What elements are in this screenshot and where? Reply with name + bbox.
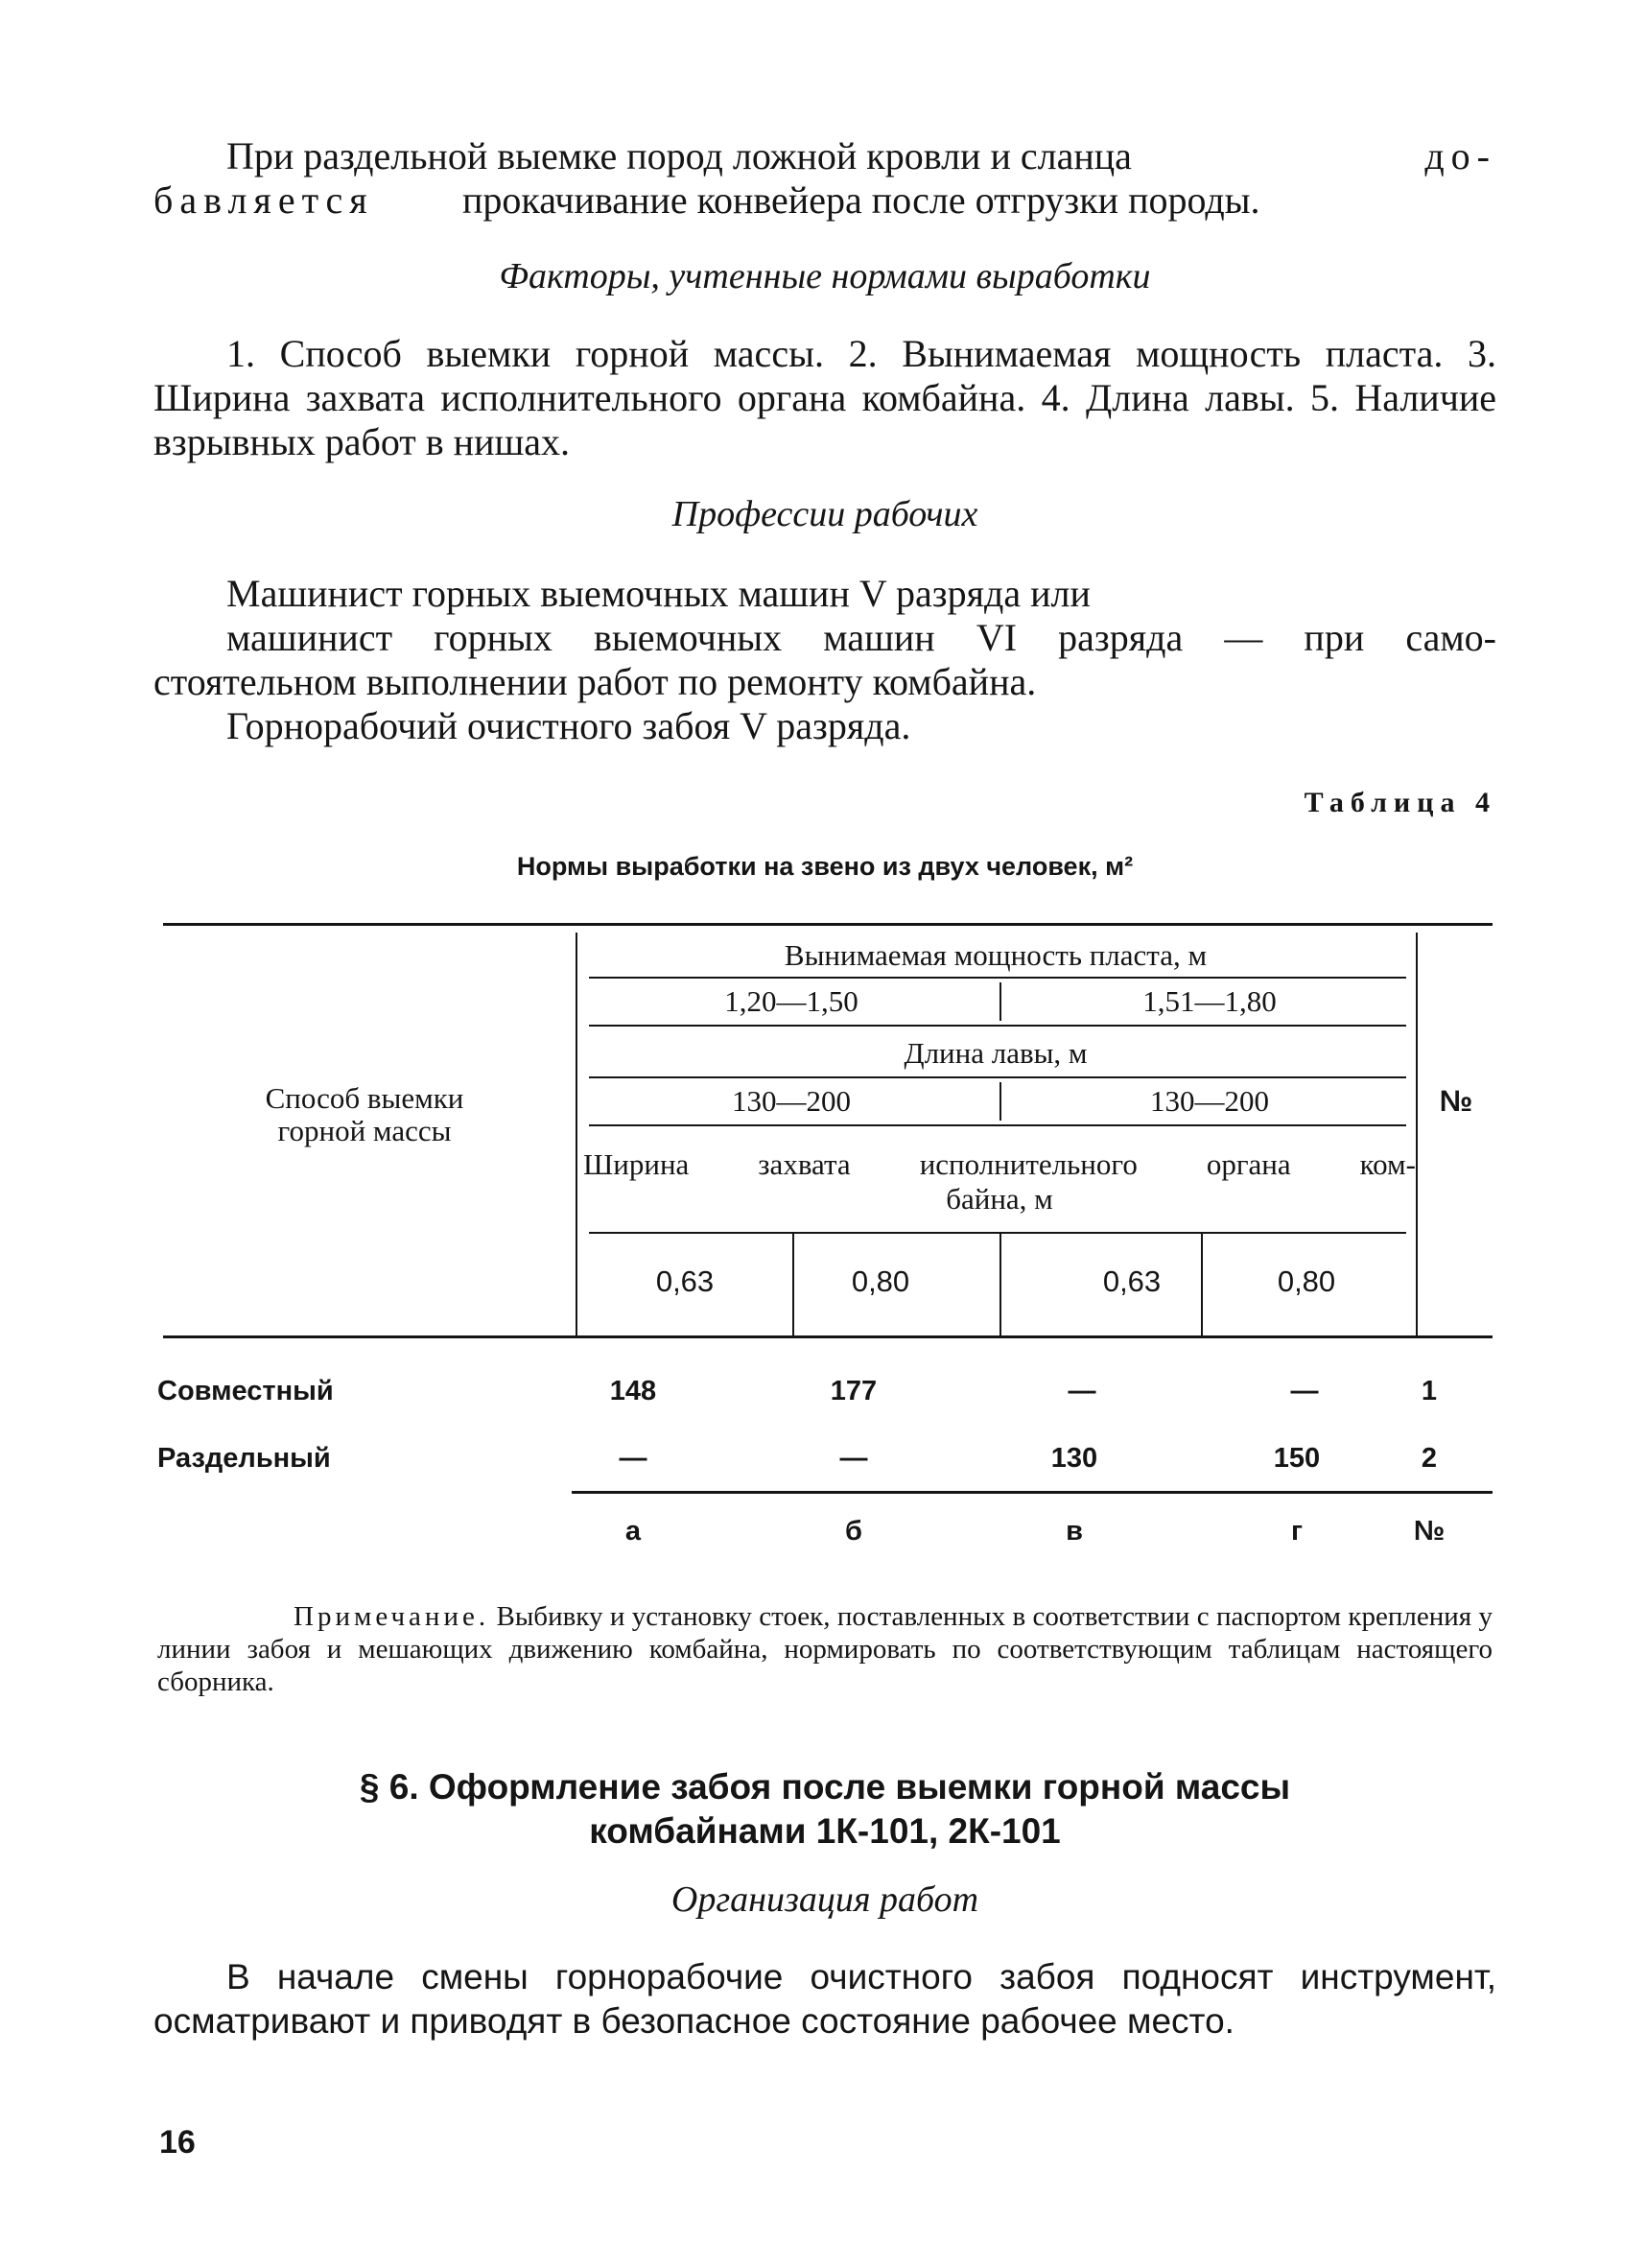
row-1-col-b: 177 — [830, 1376, 878, 1406]
rule — [589, 1025, 1406, 1027]
table-left-divider — [576, 933, 577, 1335]
row-2-col-a: — — [619, 1443, 647, 1474]
professions-line-2: машинист горных выемочных машин VI разряда — при само- — [226, 616, 1496, 659]
length-range-2: 130—200 — [1150, 1084, 1269, 1118]
width-header — [583, 1147, 1416, 1217]
method-header-line-2: горной массы — [277, 1114, 452, 1147]
thickness-header: Вынимаемая мощность пласта, м — [784, 938, 1208, 972]
table-caption: Таблица 4 — [1304, 787, 1496, 818]
column-letter-c: в — [1066, 1516, 1083, 1547]
length-range-1: 130—200 — [732, 1084, 851, 1118]
factors-heading: Факторы, учтенные нормами выработки — [499, 256, 1151, 296]
row-2-col-c: 130 — [1050, 1443, 1098, 1474]
rule — [999, 1082, 1001, 1121]
column-letter-b: б — [845, 1516, 862, 1547]
column-letter-a: а — [624, 1516, 642, 1547]
intro-line-2-start: бавляется — [153, 178, 374, 222]
row-2-col-b: — — [839, 1443, 868, 1474]
table-title: Нормы выработки на звено из двух человек, м² — [516, 852, 1134, 881]
intro-line-1-end: до- — [1424, 134, 1496, 177]
table-top-rule — [163, 923, 1493, 926]
rule — [589, 1124, 1406, 1126]
section-title-line-1: § 6. Оформление забоя после выемки горной массы — [359, 1767, 1291, 1807]
rule — [999, 1232, 1001, 1335]
intro-line-1: При раздельной выемке пород ложной кровли и сланца — [226, 134, 1132, 177]
row-1-col-d: — — [1290, 1376, 1319, 1406]
rule — [999, 982, 1001, 1021]
section-title-line-2: комбайнами 1К-101, 2К-101 — [589, 1811, 1061, 1851]
intro-paragraph — [153, 134, 1496, 223]
professions-line-4: Горнорабочий очистного забоя V разряда. — [226, 704, 911, 747]
column-letter-d: г — [1290, 1516, 1304, 1547]
intro-line-2: прокачивание конвейера после отгрузки породы. — [462, 178, 1260, 222]
note-text: Выбивку и установку стоек, поставленных в соответствии с паспортом крепления у линии забоя и мешающих движению комбайна, нормировать по соответствующим таблицам настоящего сборника. — [157, 1601, 1493, 1697]
professions-text — [153, 572, 1496, 748]
organization-heading: Организация работ — [670, 1879, 979, 1920]
width-col-c: 0,63 — [1102, 1264, 1162, 1298]
no-header: № — [1439, 1084, 1473, 1118]
table-right-divider — [1416, 933, 1418, 1335]
length-header: Длина лавы, м — [904, 1036, 1088, 1070]
width-header-line-2: байна, м — [946, 1182, 1053, 1216]
rule — [589, 1232, 1406, 1234]
width-col-a: 0,63 — [655, 1264, 715, 1298]
width-col-b: 0,80 — [851, 1264, 910, 1298]
row-label-separate: Раздельный — [157, 1443, 331, 1474]
section-title — [153, 1765, 1496, 1854]
table-bottom-rule — [572, 1491, 1493, 1494]
width-col-d: 0,80 — [1277, 1264, 1336, 1298]
row-2-col-d: 150 — [1273, 1443, 1321, 1474]
page-number: 16 — [159, 2124, 196, 2161]
method-header-line-1: Способ выемки — [265, 1081, 464, 1115]
row-label-combined: Совместный — [157, 1376, 334, 1406]
row-1-col-c: — — [1068, 1376, 1096, 1406]
professions-heading: Профессии рабочих — [671, 494, 978, 534]
note-label: Примечание. — [294, 1601, 490, 1632]
professions-line-3: стоятельном выполнении работ по ремонту комбайна. — [153, 660, 1037, 703]
factors-text: 1. Способ выемки горной массы. 2. Вынимаемая мощность пласта. 3. Ширина захвата исполнительного органа комбайна. 4. Длина лавы. 5. Наличие взрывных работ в нишах. — [153, 332, 1496, 463]
table-note — [157, 1600, 1493, 1698]
row-1-no: 1 — [1421, 1376, 1438, 1406]
table-header-rule — [163, 1335, 1493, 1338]
column-no-footer: № — [1413, 1516, 1446, 1547]
organization-text: В начале смены горнорабочие очистного забоя подносят инструмент, осматривают и приводят в безопасное состояние рабочее место. — [153, 1957, 1496, 2041]
rule — [589, 977, 1406, 979]
width-header-line-1: Ширина захвата исполнительного органа ком- — [583, 1147, 1416, 1181]
row-1-col-a: 148 — [609, 1376, 657, 1406]
rule — [589, 1076, 1406, 1078]
row-2-no: 2 — [1421, 1443, 1438, 1474]
method-header — [163, 1082, 566, 1147]
professions-line-1: Машинист горных выемочных машин V разряда или — [226, 572, 1091, 615]
thickness-range-2: 1,51—1,80 — [1142, 984, 1277, 1018]
thickness-range-1: 1,20—1,50 — [724, 984, 858, 1018]
